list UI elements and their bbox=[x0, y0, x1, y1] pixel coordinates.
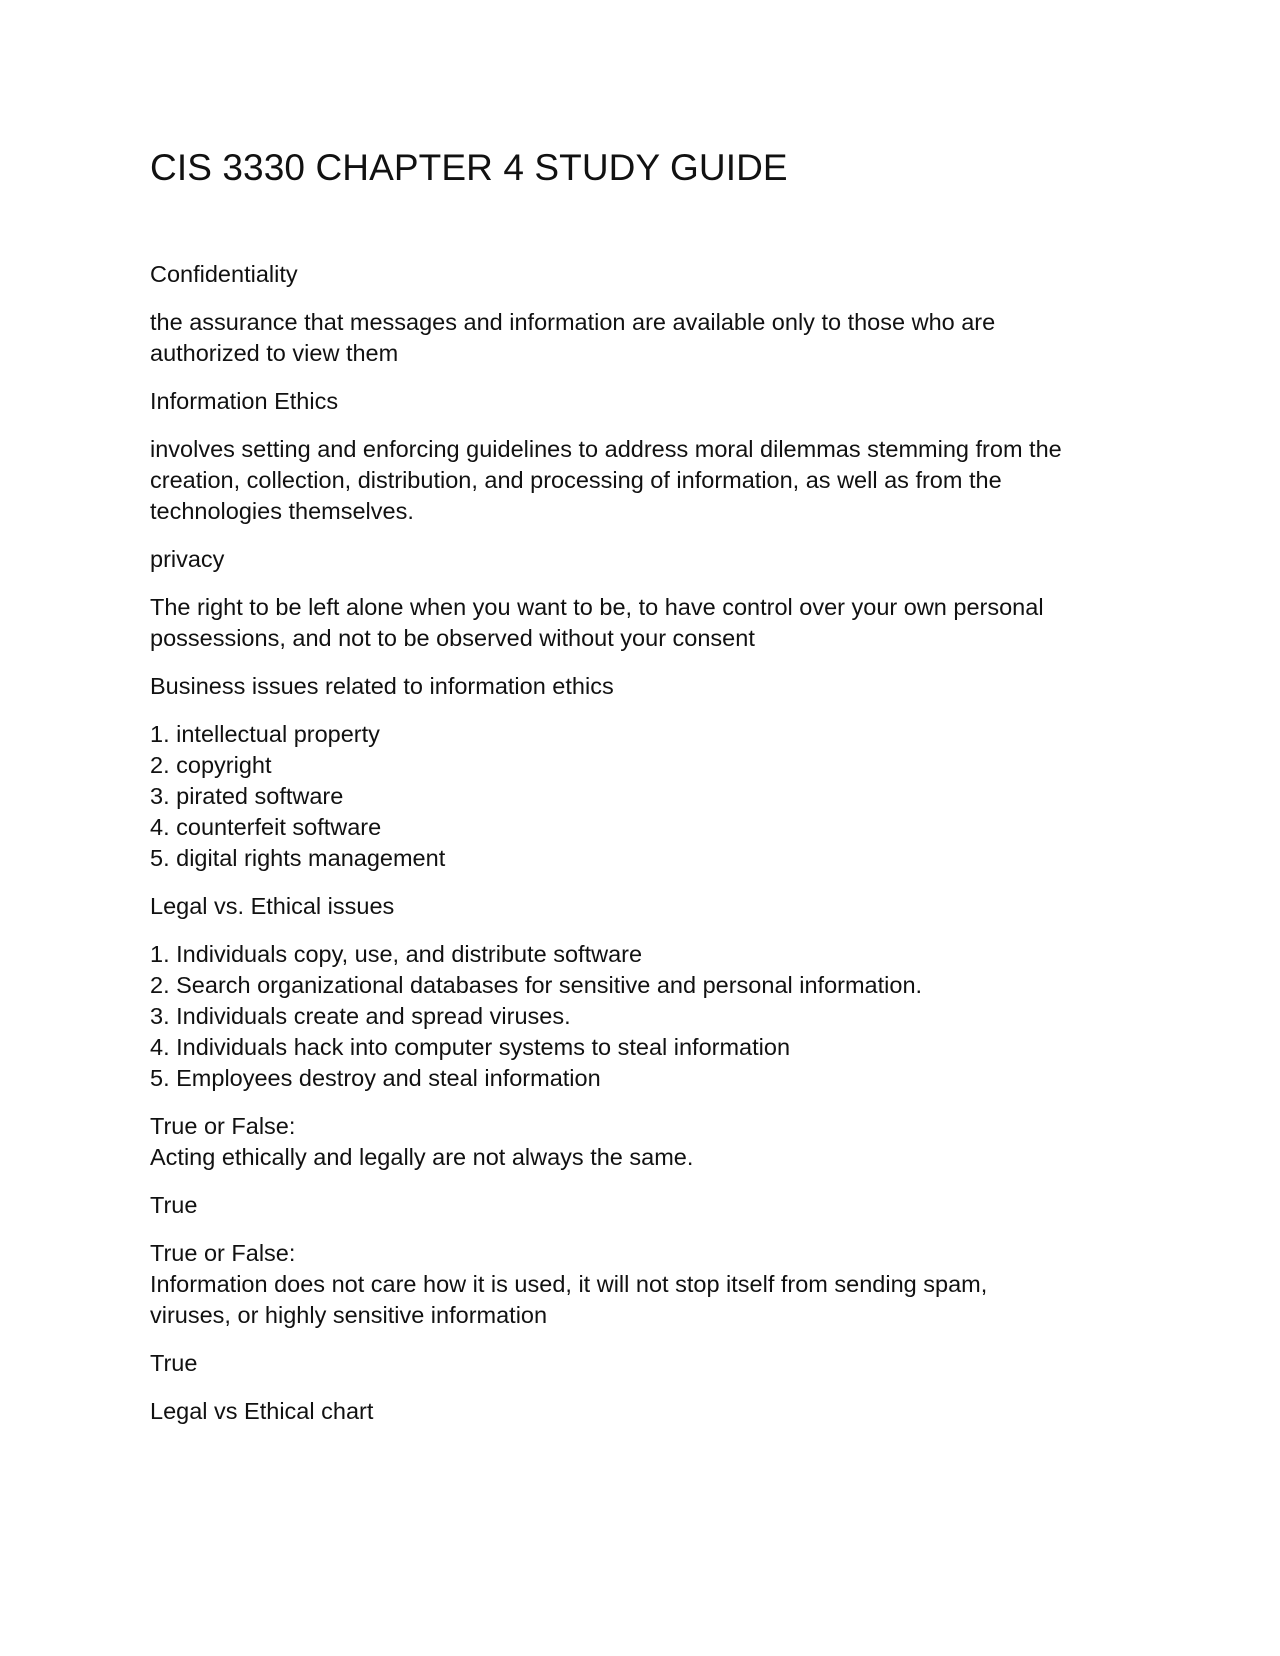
text-line: The right to be left alone when you want to be, to have control over your own personal bbox=[150, 594, 1044, 620]
list-item: 2. copyright bbox=[150, 752, 272, 778]
text-line: viruses, or highly sensitive information bbox=[150, 1302, 548, 1328]
term-confidentiality bbox=[150, 259, 1150, 290]
definition-confidentiality bbox=[150, 307, 1150, 369]
list-legal-vs-ethical-issues bbox=[150, 939, 1150, 1094]
list-business-issues bbox=[150, 719, 1150, 874]
list-item: 3. Individuals create and spread viruses. bbox=[150, 1003, 571, 1029]
document-body bbox=[150, 259, 1150, 1444]
question-true-false-2 bbox=[150, 1238, 1150, 1331]
text-line: involves setting and enforcing guidelines to address moral dilemmas stemming from the bbox=[150, 436, 1062, 462]
list-item: 3. pirated software bbox=[150, 783, 344, 809]
text-line: True bbox=[150, 1192, 198, 1218]
text-line: True or False: bbox=[150, 1113, 296, 1139]
text-line: Business issues related to information ethics bbox=[150, 673, 614, 699]
text-line: privacy bbox=[150, 546, 225, 572]
term-legal-vs-ethical-issues bbox=[150, 891, 1150, 922]
list-item: 2. Search organizational databases for sensitive and personal information. bbox=[150, 972, 923, 998]
list-item: 4. counterfeit software bbox=[150, 814, 382, 840]
text-line: Information Ethics bbox=[150, 388, 339, 414]
text-line: Confidentiality bbox=[150, 261, 298, 287]
list-item: 5. Employees destroy and steal information bbox=[150, 1065, 601, 1091]
text-line: the assurance that messages and information are available only to those who are bbox=[150, 309, 996, 335]
list-item: 1. Individuals copy, use, and distribute software bbox=[150, 941, 643, 967]
list-item: 1. intellectual property bbox=[150, 721, 380, 747]
text-line: possessions, and not to be observed without your consent bbox=[150, 625, 755, 651]
text-line: authorized to view them bbox=[150, 340, 399, 366]
definition-privacy bbox=[150, 592, 1150, 654]
term-business-issues bbox=[150, 671, 1150, 702]
term-privacy bbox=[150, 544, 1150, 575]
term-legal-vs-ethical-chart bbox=[150, 1396, 1150, 1427]
definition-information-ethics bbox=[150, 434, 1150, 527]
term-information-ethics bbox=[150, 386, 1150, 417]
text-line: creation, collection, distribution, and processing of information, as well as from the bbox=[150, 467, 1002, 493]
text-line: True bbox=[150, 1350, 198, 1376]
answer-true-false-2 bbox=[150, 1348, 1150, 1379]
question-true-false-1 bbox=[150, 1111, 1150, 1173]
text-line: Legal vs Ethical chart bbox=[150, 1398, 374, 1424]
list-item: 5. digital rights management bbox=[150, 845, 446, 871]
text-line: Information does not care how it is used, it will not stop itself from sending spam, bbox=[150, 1271, 988, 1297]
text-line: True or False: bbox=[150, 1240, 296, 1266]
text-line: Acting ethically and legally are not always the same. bbox=[150, 1144, 694, 1170]
list-item: 4. Individuals hack into computer systems to steal information bbox=[150, 1034, 791, 1060]
answer-true-false-1 bbox=[150, 1190, 1150, 1221]
page-title: CIS 3330 CHAPTER 4 STUDY GUIDE bbox=[150, 147, 788, 188]
text-line: Legal vs. Ethical issues bbox=[150, 893, 395, 919]
text-line: technologies themselves. bbox=[150, 498, 414, 524]
